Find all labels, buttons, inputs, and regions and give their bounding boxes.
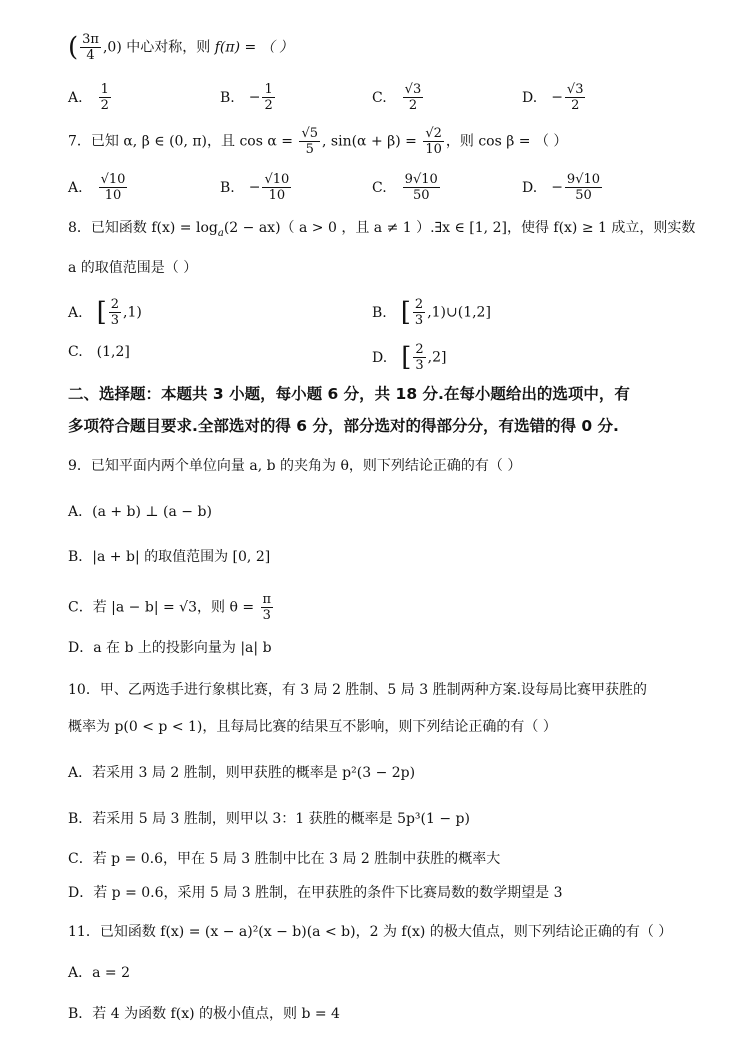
q9-option-c[interactable]: C．若 |a − b| = √3，则 θ = $\frac{\pi}{3}$ [68, 592, 272, 623]
q7-option-a[interactable]: A. $\frac{√10}{10}$ [68, 172, 126, 203]
paren-left: ( [68, 32, 79, 63]
q8-option-c[interactable]: C. (1,2] [68, 344, 130, 360]
q8-stem-line2: a 的取值范围是（ ） [68, 260, 198, 276]
q8-stem-line1: 8．已知函数 $f(x) = \log_a(2 - ax)$（ a > 0 ，且 a ≠ 1 ）.∃x ∈ [1, 2]，使得 f(x) ≥ 1 成立，则实数 [68, 220, 696, 239]
q6-text: 中心对称，则 [121, 39, 215, 56]
q10-stem-line1: 10．甲、乙两选手进行象棋比赛，有 3 局 2 胜制、5 局 3 胜制两种方案.设每局比赛甲获胜的 [68, 682, 648, 698]
q7-option-b[interactable]: B. − $\frac{√10}{10}$ [220, 172, 290, 203]
q11-stem: 11．已知函数 f(x) = (x − a)²(x − b)(a < b)，2 为 f(x) 的极大值点，则下列结论正确的有（ ） [68, 924, 673, 940]
q9-stem: 9．已知平面内两个单位向量 a, b 的夹角为 θ，则下列结论正确的有（ ） [68, 458, 522, 474]
q10-stem-line2: 概率为 p(0 < p < 1)，且每局比赛的结果互不影响，则下列结论正确的有（ ） [68, 719, 557, 735]
q9-option-d[interactable]: D．a 在 b 上的投影向量为 |a| b [68, 640, 272, 656]
q7-option-d[interactable]: D. − $\frac{9√10}{50}$ [522, 172, 601, 203]
q6-option-b[interactable]: B. − $\frac{1}{2}$ [220, 82, 273, 113]
q8-option-b[interactable]: B. [ $\frac{2}{3}$ ,1)∪(1,2] [372, 297, 491, 328]
q11-option-b[interactable]: B．若 4 为函数 f(x) 的极小值点，则 b = 4 [68, 1006, 340, 1022]
q6-stem-tail [68, 32, 708, 63]
point-rest: ,0) [102, 39, 122, 56]
q6-option-c[interactable]: C. $\frac{√3}{2}$ [372, 82, 422, 113]
section2-heading-line1: 二、选择题：本题共 3 小题，每小题 6 分，共 18 分.在每小题给出的选项中，有 [68, 385, 630, 403]
q7-option-c[interactable]: C. $\frac{9√10}{50}$ [372, 172, 438, 203]
q9-option-a[interactable]: A．(a + b) ⊥ (a − b) [68, 504, 212, 520]
q6-option-a[interactable]: A. $\frac{1}{2}$ [68, 82, 109, 113]
q6-fpi: f(π) = （ ） [214, 39, 294, 56]
q9-option-b[interactable]: B．|a + b| 的取值范围为 [0, 2] [68, 549, 271, 565]
point-fraction: $\frac{3\pi}{4}$ [82, 32, 99, 63]
q8-option-a[interactable]: A. [ $\frac{2}{3}$ ,1) [68, 297, 142, 328]
q10-option-d[interactable]: D．若 p = 0.6，采用 5 局 3 胜制，在甲获胜的条件下比赛局数的数学期望是 3 [68, 885, 563, 901]
q10-option-c[interactable]: C．若 p = 0.6，甲在 5 局 3 胜制中比在 3 局 2 胜制中获胜的概率大 [68, 851, 501, 867]
q6-option-d[interactable]: D. − $\frac{√3}{2}$ [522, 82, 584, 113]
q11-option-a[interactable]: A．a = 2 [68, 965, 130, 981]
q8-option-d[interactable]: D. [ $\frac{2}{3}$ ,2] [372, 342, 447, 373]
q7-stem: 7．已知 α, β ∈ (0, π)，且 cos α = $\frac{√5}{5}$ , sin(α + β) = $\frac{√2}{10}$ ，则 cos β = （ ） [68, 126, 568, 157]
q10-option-a[interactable]: A．若采用 3 局 2 胜制，则甲获胜的概率是 p²(3 − 2p) [68, 765, 416, 781]
q10-option-b[interactable]: B．若采用 5 局 3 胜制，则甲以 3：1 获胜的概率是 5p³(1 − p) [68, 811, 470, 827]
section2-heading-line2: 多项符合题目要求.全部选对的得 6 分，部分选对的得部分分，有选错的得 0 分. [68, 417, 619, 435]
